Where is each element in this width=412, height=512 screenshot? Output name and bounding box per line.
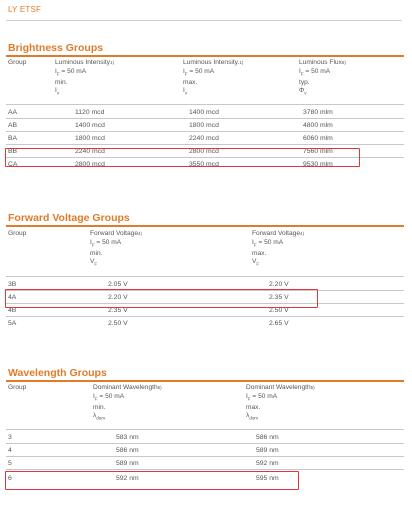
table-row: 4 586 nm 589 nm xyxy=(6,444,404,457)
forward-voltage-title-rule xyxy=(6,225,404,227)
forward-header-min: Forward Voltage$^{4)}$ $I_F = 50$ mA min. $V_F$ xyxy=(90,230,143,267)
brightness-title: Brightness Groups xyxy=(8,42,104,54)
table-row: 5A 2.50 V 2.65 V xyxy=(8,320,289,327)
brightness-header-max: Luminous Intensity.$^{1)}$ $I_F = 50$ mA max. $I_v$ xyxy=(183,59,244,96)
table-row: CA 2800 mcd 3550 mcd 9530 mlm xyxy=(8,161,333,168)
wavelength-header-min: Dominant Wavelength$^{5)}$ $I_F = 50$ mA min. $\lambda_{dom}$ xyxy=(93,384,162,421)
table-row: BA 1800 mcd 2240 mcd 6060 mlm xyxy=(6,132,404,145)
wavelength-header-group: Group xyxy=(8,384,27,391)
forward-voltage-title: Forward Voltage Groups xyxy=(8,212,130,224)
brightness-header-rule xyxy=(6,104,404,105)
forward-header-max: Forward Voltage$^{4)}$ $I_F = 50$ mA max. $V_F$ xyxy=(252,230,305,267)
table-row: BB 2240 mcd 2800 mcd 7560 mlm xyxy=(6,145,404,158)
table-row: AB 1400 mcd 1800 mcd 4800 mlm xyxy=(6,119,404,132)
wavelength-title: Wavelength Groups xyxy=(8,367,107,379)
brightness-header-min: Luminous Intensity$^{1)}$ $I_F = 50$ mA min. $I_v$ xyxy=(55,59,114,96)
wavelength-title-rule xyxy=(6,380,404,382)
forward-header-group: Group xyxy=(8,230,27,237)
table-row: 4B 2.35 V 2.50 V xyxy=(6,304,404,317)
brightness-header-flux: Luminous Flux$^{8)}$ $I_F = 50$ mA typ. $\Phi_v$ xyxy=(299,59,346,96)
forward-header-rule xyxy=(6,276,404,277)
table-row: 6 592 nm 595 nm xyxy=(8,475,279,482)
forward-highlight-box xyxy=(5,289,318,308)
header-divider xyxy=(6,20,402,21)
table-row: 3B 2.05 V 2.20 V xyxy=(6,278,404,291)
table-row: 3 583 nm 586 nm xyxy=(6,431,404,444)
wavelength-header-max: Dominant Wavelength$^{5)}$ $I_F = 50$ mA max. $\lambda_{dom}$ xyxy=(246,384,315,421)
table-row: 4A 2.20 V 2.35 V xyxy=(6,291,404,304)
wavelength-header-rule xyxy=(6,429,404,430)
brightness-title-rule xyxy=(6,55,404,57)
brightness-header-group: Group xyxy=(8,59,27,66)
table-row: AA 1120 mcd 1400 mcd 3780 mlm xyxy=(6,106,404,119)
table-row: 5 589 nm 592 nm xyxy=(6,457,404,470)
brand-title: LY ETSF xyxy=(8,5,42,14)
wavelength-highlight-box xyxy=(5,471,299,490)
brightness-highlight-box xyxy=(5,148,360,167)
